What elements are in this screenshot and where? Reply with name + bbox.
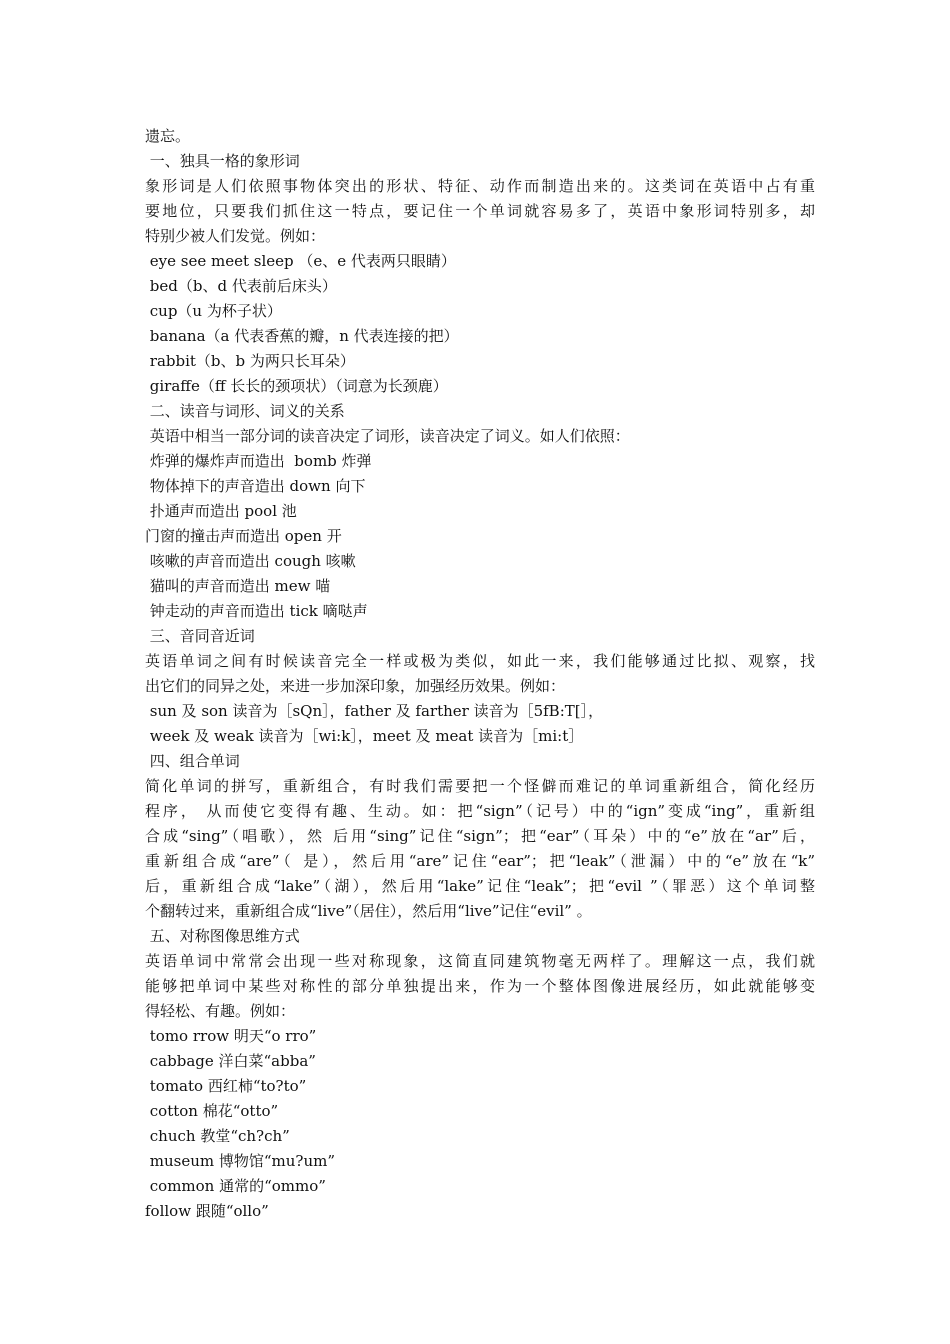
text-line: 程序， 从而使它变得有趣、生动。如：把“sign”（记号）中的“ign”变成“ing”，重新组 bbox=[145, 802, 815, 820]
text-line: 合成“sing”（唱歌），然 后用“sing”记住“sign”；把“ear”（耳朵）中的“e”放在“ar”后， bbox=[145, 827, 815, 845]
example-line: tomo rrow 明天“o rro” bbox=[145, 1027, 317, 1045]
example-line: common 通常的“ommo” bbox=[145, 1177, 326, 1195]
section-heading: 二、读音与词形、词义的关系 bbox=[145, 402, 345, 420]
section-heading: 四、组合单词 bbox=[145, 752, 240, 770]
example-line: tomato 西红柿“to?to” bbox=[145, 1077, 307, 1095]
text-line: 出它们的同异之处，来进一步加深印象，加强经历效果。例如： bbox=[145, 677, 566, 695]
section-heading: 一、独具一格的象形词 bbox=[145, 152, 300, 170]
example-line: cabbage 洋白菜“abba” bbox=[145, 1052, 316, 1070]
text-line: 得轻松、有趣。例如： bbox=[145, 1002, 296, 1020]
example-line: bed（b、d 代表前后床头） bbox=[145, 277, 337, 295]
example-line: 钟走动的声音而造出 tick 嘀哒声 bbox=[145, 602, 368, 620]
example-line: cotton 棉花“otto” bbox=[145, 1102, 279, 1120]
text-line: 简化单词的拼写，重新组合，有时我们需要把一个怪僻而难记的单词重新组合，简化经历 bbox=[145, 777, 815, 795]
text-line: 象形词是人们依照事物体突出的形状、特征、动作而制造出来的。这类词在英语中占有重 bbox=[145, 177, 815, 195]
example-line: 物体掉下的声音造出 down 向下 bbox=[145, 477, 366, 495]
example-line: sun 及 son 读音为［sQn］，father 及 farther 读音为［5fB:T[］， bbox=[145, 702, 604, 720]
example-line: 猫叫的声音而造出 mew 喵 bbox=[145, 577, 331, 595]
example-line: banana（a 代表香蕉的瓣，n 代表连接的把） bbox=[145, 327, 459, 345]
example-line: chuch 教堂“ch?ch” bbox=[145, 1127, 290, 1145]
example-line: 咳嗽的声音而造出 cough 咳嗽 bbox=[145, 552, 356, 570]
example-line: 炸弹的爆炸声而造出 bomb 炸弹 bbox=[145, 452, 372, 470]
example-line: 门窗的撞击声而造出 open 开 bbox=[145, 527, 342, 545]
example-line: 扑通声而造出 pool 池 bbox=[145, 502, 297, 520]
text-line: 个翻转过来，重新组合成“live”（居住），然后用“live”记住“evil” 。 bbox=[145, 902, 592, 920]
example-line: cup（u 为杯子状） bbox=[145, 302, 282, 320]
section-heading: 五、对称图像思维方式 bbox=[145, 927, 300, 945]
text-line: 要地位，只要我们抓住这一特点，要记住一个单词就容易多了，英语中象形词特别多，却 bbox=[145, 202, 815, 220]
example-line: follow 跟随“ollo” bbox=[145, 1202, 269, 1220]
text-line: 特别少被人们发觉。例如： bbox=[145, 227, 326, 245]
text-line: 重新组合成“are”（ 是），然后用“are”记住“ear”；把“leak”（泄漏）中的“e”放在“k” bbox=[145, 852, 815, 870]
example-line: giraffe（ff 长长的颈项状）（词意为长颈鹿） bbox=[145, 377, 448, 395]
example-line: museum 博物馆“mu?um” bbox=[145, 1152, 336, 1170]
section-heading: 三、音同音近词 bbox=[145, 627, 255, 645]
text-line: 遗忘。 bbox=[145, 127, 191, 145]
text-line: 英语单词中常常会出现一些对称现象，这简直同建筑物毫无两样了。理解这一点，我们就 bbox=[145, 952, 815, 970]
example-line: eye see meet sleep （e、e 代表两只眼睛） bbox=[145, 252, 456, 270]
example-line: rabbit（b、b 为两只长耳朵） bbox=[145, 352, 355, 370]
text-line: 英语单词之间有时候读音完全一样或极为类似，如此一来，我们能够通过比拟、观察，找 bbox=[145, 652, 815, 670]
text-line: 后，重新组合成“lake”（湖），然后用“lake”记住“leak”；把“evil ”（罪恶）这个单词整 bbox=[145, 877, 815, 895]
document-page bbox=[145, 124, 815, 1224]
text-line: 能够把单词中某些对称性的部分单独提出来，作为一个整体图像进展经历，如此就能够变 bbox=[145, 977, 815, 995]
text-line: 英语中相当一部分词的读音决定了词形，读音决定了词义。如人们依照： bbox=[145, 427, 630, 445]
example-line: week 及 weak 读音为［wi:k］，meet 及 meat 读音为［mi:t］ bbox=[145, 727, 584, 745]
